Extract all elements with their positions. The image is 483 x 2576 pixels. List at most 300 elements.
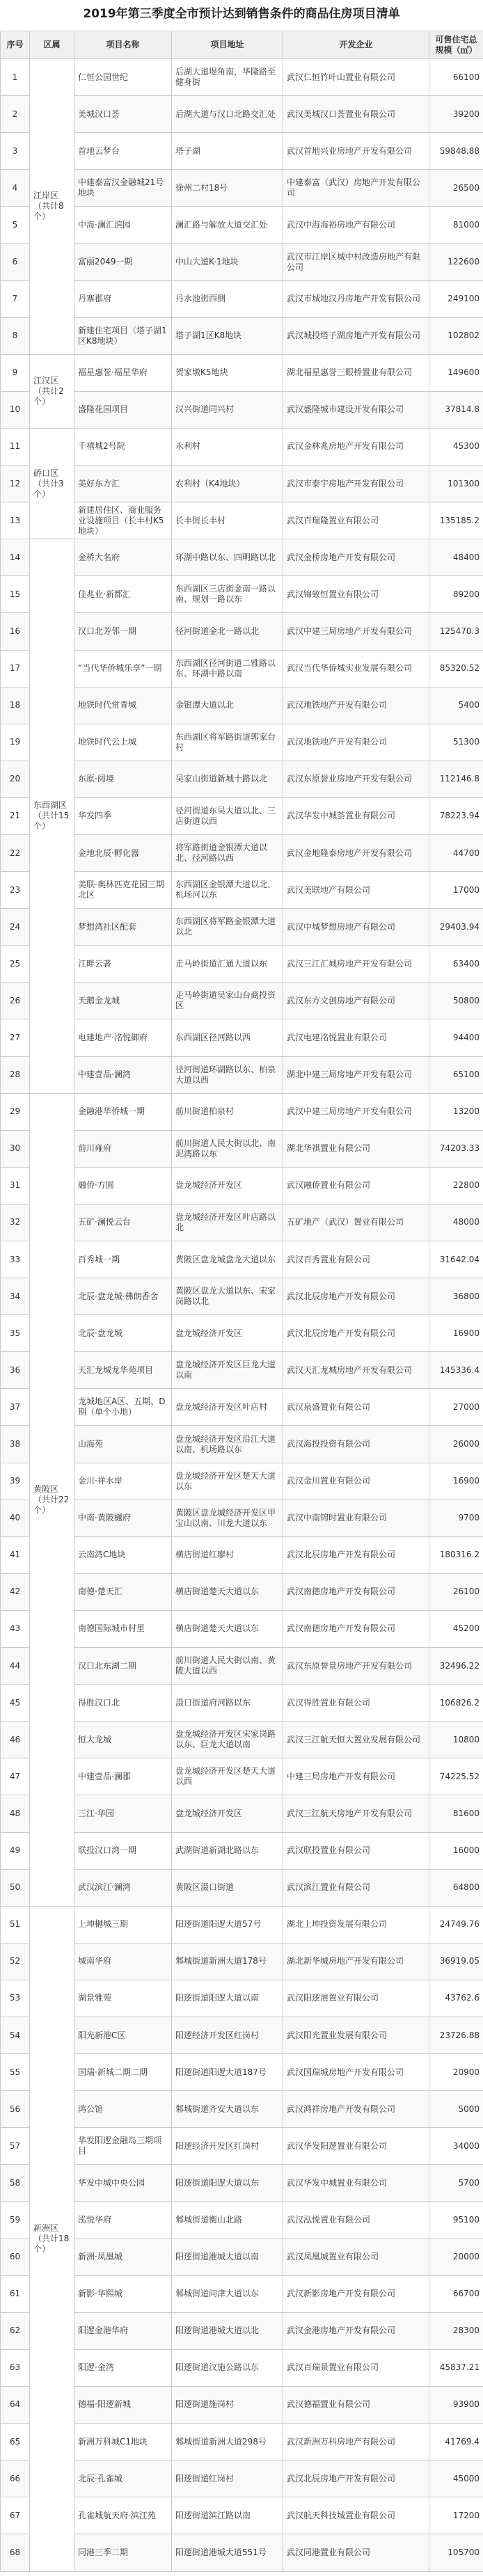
row-number: 9 — [1, 354, 30, 391]
project-name: 阳逻·金湾 — [74, 2349, 172, 2386]
developer-name: 武汉华发中城荟置业有限公司 — [283, 797, 429, 834]
saleable-area: 16900 — [429, 1315, 483, 1352]
saleable-area: 39200 — [429, 96, 483, 133]
developer-name: 武汉百瑞隆置业有限公司 — [283, 502, 429, 539]
row-number: 36 — [1, 1352, 30, 1389]
row-number: 6 — [1, 244, 30, 280]
header-district: 区属 — [30, 31, 74, 59]
row-number: 10 — [1, 391, 30, 428]
project-location: 黄陂区盘龙城经济开发区甲宝山以南、川龙大道以东 — [172, 1500, 283, 1536]
saleable-area: 37814.8 — [429, 391, 483, 428]
table-row — [1, 59, 483, 96]
row-number: 50 — [1, 1869, 30, 1906]
header-developer: 开发企业 — [283, 31, 429, 59]
row-number: 51 — [1, 1906, 30, 1943]
developer-name: 武汉新洲万科房地产有限公司 — [283, 2424, 429, 2460]
developer-name: 武汉市城地汉丹房地产开发有限公司 — [283, 280, 429, 317]
saleable-area: 17000 — [429, 872, 483, 909]
project-name: 联投汉口湾一期 — [74, 1832, 172, 1869]
saleable-area: 10800 — [429, 1722, 483, 1758]
row-number: 61 — [1, 2275, 30, 2312]
project-name: 南德国际城市村里 — [74, 1610, 172, 1647]
row-number: 43 — [1, 1610, 30, 1647]
saleable-area: 81000 — [429, 207, 483, 244]
header-location: 项目地址 — [172, 31, 283, 59]
saleable-area: 64800 — [429, 1869, 483, 1906]
project-location: 后湖大道与汉口北路交汇处 — [172, 96, 283, 133]
row-number: 25 — [1, 946, 30, 983]
saleable-area: 36800 — [429, 1278, 483, 1315]
developer-name: 武汉国瑞城房地产开发有限公司 — [283, 2054, 429, 2091]
row-number: 11 — [1, 428, 30, 465]
project-name: 金地北辰·孵化器 — [74, 834, 172, 871]
project-location: 塔子湖1区K8地块 — [172, 317, 283, 354]
developer-name: 武汉首地兴业房地产开发有限公司 — [283, 133, 429, 170]
project-location: 阳逻街道红岗村 — [172, 2460, 283, 2497]
district-cell: 江岸区（共计8个） — [30, 59, 74, 355]
project-location: 滠口街道府河路以东 — [172, 1685, 283, 1722]
saleable-area: 45837.21 — [429, 2349, 483, 2386]
project-location: 盘龙城经济开发区 — [172, 1795, 283, 1832]
project-location: 走马岭街道汇通大道以东 — [172, 946, 283, 983]
row-number: 18 — [1, 687, 30, 724]
saleable-area: 16000 — [429, 1832, 483, 1869]
saleable-area: 45000 — [429, 2460, 483, 2497]
row-number: 16 — [1, 613, 30, 650]
developer-name: 武汉东原誉景房地产开发有限公司 — [283, 1648, 429, 1685]
developer-name: 湖北上坤投资发展有限公司 — [283, 1906, 429, 1943]
row-number: 30 — [1, 1130, 30, 1167]
project-name: 东原·阅境 — [74, 761, 172, 797]
saleable-area: 48000 — [429, 1204, 483, 1241]
developer-name: 武汉联投置业有限公司 — [283, 1832, 429, 1869]
developer-name: 武汉三江航天恒大置业发展有限公司 — [283, 1722, 429, 1758]
row-number: 56 — [1, 2091, 30, 2128]
developer-name: 武汉中海海裕房地产有限公司 — [283, 207, 429, 244]
project-name: 地铁时代云上城 — [74, 724, 172, 761]
table-row — [1, 354, 483, 391]
developer-name: 武汉鸿祥房地产开发有限公司 — [283, 2091, 429, 2128]
saleable-area: 5400 — [429, 687, 483, 724]
row-number: 40 — [1, 1500, 30, 1536]
saleable-area: 5000 — [429, 2091, 483, 2128]
saleable-area: 125470.3 — [429, 613, 483, 650]
project-name: 天鹅金龙城 — [74, 983, 172, 1019]
saleable-area: 93900 — [429, 2386, 483, 2423]
project-name: 中建壹品·澜郡 — [74, 1758, 172, 1795]
project-name: 富丽2049一期 — [74, 244, 172, 280]
saleable-area: 13200 — [429, 1093, 483, 1130]
project-location: 阳逻经济开发区红岗村 — [172, 2017, 283, 2053]
row-number: 46 — [1, 1722, 30, 1758]
saleable-area: 43762.6 — [429, 1980, 483, 2017]
row-number: 28 — [1, 1056, 30, 1093]
project-name: 城南华府 — [74, 1943, 172, 1980]
project-name: 佳兆业·新都汇 — [74, 576, 172, 613]
saleable-area: 48400 — [429, 539, 483, 576]
project-location: 贺家墩K5地块 — [172, 354, 283, 391]
project-name: 同港三季二期 — [74, 2534, 172, 2572]
table-body — [1, 59, 483, 2572]
project-location: 前川街道人民大街以南、黄陂大道以西 — [172, 1648, 283, 1685]
row-number: 26 — [1, 983, 30, 1019]
row-number: 42 — [1, 1573, 30, 1610]
saleable-area: 74203.33 — [429, 1130, 483, 1167]
developer-name: 武汉锦致恒置业有限公司 — [283, 576, 429, 613]
row-number: 53 — [1, 1980, 30, 2017]
project-location: 邾城街道新洲大道298号 — [172, 2424, 283, 2460]
saleable-area: 16900 — [429, 1463, 483, 1500]
project-name: 中建泰富汉金融城21号地块 — [74, 170, 172, 207]
developer-name: 武汉中建三局房地产开发有限公司 — [283, 613, 429, 650]
project-name: 电建地产·洺悦御府 — [74, 1019, 172, 1056]
row-number: 1 — [1, 59, 30, 96]
table-header-row — [1, 31, 483, 59]
developer-name: 武汉泓悦置业有限公司 — [283, 2202, 429, 2239]
project-name: 千禧城2号院 — [74, 428, 172, 465]
row-number: 44 — [1, 1648, 30, 1685]
saleable-area: 45300 — [429, 428, 483, 465]
project-location: 盘龙城经济开发区楚天大道以东 — [172, 1463, 283, 1500]
project-location: 黄陂区盘龙城盘龙大道以东 — [172, 1241, 283, 1278]
project-location: 东西湖区径河街道二雅路以东、环湖中路以南 — [172, 650, 283, 687]
document-title: 2019年第三季度全市预计达到销售条件的商品住房项目清单 — [83, 7, 400, 21]
developer-name: 武汉市泰宇房地产开发有限公司 — [283, 466, 429, 502]
row-number: 2 — [1, 96, 30, 133]
project-name: 阳光新港C区 — [74, 2017, 172, 2053]
project-location: 邾城街道新洲大道178号 — [172, 1943, 283, 1980]
project-name: 北辰·孔雀城 — [74, 2460, 172, 2497]
district-cell: 硚口区（共计3个） — [30, 428, 74, 539]
row-number: 8 — [1, 317, 30, 354]
developer-name: 武汉同港置业有限公司 — [283, 2534, 429, 2572]
project-name: 美联·奥林匹克花园三期北区 — [74, 872, 172, 909]
developer-name: 武汉华发阳逻置业有限公司 — [283, 2128, 429, 2165]
project-location: 黄陂区盘龙大道以东、宋家岗路以北 — [172, 1278, 283, 1315]
developer-name: 武汉金港房地产开发有限公司 — [283, 2312, 429, 2349]
row-number: 62 — [1, 2312, 30, 2349]
developer-name: 武汉三江汇城房地产开发有限公司 — [283, 946, 429, 983]
row-number: 60 — [1, 2239, 30, 2275]
row-number: 64 — [1, 2386, 30, 2423]
project-name: 福星惠誉·福星华府 — [74, 354, 172, 391]
developer-name: 武汉华发中城置业有限公司 — [283, 2165, 429, 2202]
saleable-area: 9700 — [429, 1500, 483, 1536]
developer-name: 武汉地铁地产开发有限公司 — [283, 687, 429, 724]
project-location: 东西湖区金银潭大道以北、机场河以东 — [172, 872, 283, 909]
row-number: 31 — [1, 1167, 30, 1204]
project-location: 阳逻街道阳逻大道57号 — [172, 1906, 283, 1943]
project-name: 江畔云著 — [74, 946, 172, 983]
project-name: 北辰·盘龙城·佛朗香舍 — [74, 1278, 172, 1315]
row-number: 39 — [1, 1463, 30, 1500]
saleable-area: 34000 — [429, 2128, 483, 2165]
row-number: 54 — [1, 2017, 30, 2053]
project-location: 黄陂区滠口街道 — [172, 1869, 283, 1906]
saleable-area: 32496.22 — [429, 1648, 483, 1685]
project-name: 美好东方汇 — [74, 466, 172, 502]
saleable-area: 74225.52 — [429, 1758, 483, 1795]
project-location: 农利村（K4地块） — [172, 466, 283, 502]
project-name: 新建居住区、商业服务业设施项目（长丰村K5地块） — [74, 502, 172, 539]
project-name: 融侨·方圆 — [74, 1167, 172, 1204]
project-name: 国瑞·新城二期二期 — [74, 2054, 172, 2091]
project-location: 塔子湖 — [172, 133, 283, 170]
developer-name: 武汉航天科技城置业有限公司 — [283, 2497, 429, 2534]
row-number: 7 — [1, 280, 30, 317]
saleable-area: 22800 — [429, 1167, 483, 1204]
project-location: 邾城街道齐安大道以东 — [172, 2091, 283, 2128]
row-number: 47 — [1, 1758, 30, 1795]
district-cell: 江汉区（共计2个） — [30, 354, 74, 428]
project-location: 徐州二村18号 — [172, 170, 283, 207]
project-name: 恒大龙城 — [74, 1722, 172, 1758]
project-name: 五矿·澜悦云台 — [74, 1204, 172, 1241]
developer-name: 武汉北辰房地产开发有限公司 — [283, 2460, 429, 2497]
row-number: 29 — [1, 1093, 30, 1130]
project-location: 阳逻经济开发区红岗村 — [172, 2128, 283, 2165]
project-name: 武汉滨江·澜湾 — [74, 1869, 172, 1906]
developer-name: 武汉北辰房地产开发有限公司 — [283, 1278, 429, 1315]
row-number: 21 — [1, 797, 30, 834]
project-location: 盘龙城经济开发区沿江大道以南、机场路以东 — [172, 1426, 283, 1463]
row-number: 35 — [1, 1315, 30, 1352]
row-number: 55 — [1, 2054, 30, 2091]
project-location: 武湖街道新湖北路以东 — [172, 1832, 283, 1869]
project-name: 孔雀城航天府·滨江苑 — [74, 2497, 172, 2534]
row-number: 17 — [1, 650, 30, 687]
row-number: 52 — [1, 1943, 30, 1980]
saleable-area: 112146.8 — [429, 761, 483, 797]
row-number: 41 — [1, 1536, 30, 1573]
project-name: 仁恒公园世纪 — [74, 59, 172, 96]
developer-name: 湖北新华城房地产开发有限公司 — [283, 1943, 429, 1980]
saleable-area: 89200 — [429, 576, 483, 613]
project-name: 新影·华熙城 — [74, 2275, 172, 2312]
row-number: 4 — [1, 170, 30, 207]
project-location: 前川街道柏泉村 — [172, 1093, 283, 1130]
row-number: 27 — [1, 1019, 30, 1056]
project-name: 山海苑 — [74, 1426, 172, 1463]
saleable-area: 149600 — [429, 354, 483, 391]
saleable-area: 27000 — [429, 1389, 483, 1426]
project-name: 新洲·凤凰城 — [74, 2239, 172, 2275]
project-name: 南德·楚天汇 — [74, 1573, 172, 1610]
project-location: 阳逻街道港城大道551号 — [172, 2534, 283, 2572]
row-number: 67 — [1, 2497, 30, 2534]
project-name: 华发阳逻金融岛三期项目 — [74, 2128, 172, 2165]
developer-name: 武汉凤凰城置业有限公司 — [283, 2239, 429, 2275]
project-location: 中山大道K-1地块 — [172, 244, 283, 280]
saleable-area: 51300 — [429, 724, 483, 761]
project-location: 盘龙城经济开发区宋家岗路以东、巨龙大道以南 — [172, 1722, 283, 1758]
developer-name: 武汉三江航天房地产开发有限公司 — [283, 1795, 429, 1832]
developer-name: 武汉泉盛置业有限公司 — [283, 1389, 429, 1426]
saleable-area: 106826.2 — [429, 1685, 483, 1722]
developer-name: 武汉金林兆房地产开发有限公司 — [283, 428, 429, 465]
row-number: 5 — [1, 207, 30, 244]
developer-name: 武汉南德房地产开发有限公司 — [283, 1610, 429, 1647]
project-name: 龙城地区A区、五期、D期（单个小地） — [74, 1389, 172, 1426]
row-number: 37 — [1, 1389, 30, 1426]
project-location: 后湖大道堤角南，华隆路至健身街 — [172, 59, 283, 96]
project-location: 邾城街道问津大道以东 — [172, 2275, 283, 2312]
project-location: 东西湖区将军路街道郭家台村 — [172, 724, 283, 761]
developer-name: 武汉美城汉口荟置业有限公司 — [283, 96, 429, 133]
developer-name: 武汉得胜置业有限公司 — [283, 1685, 429, 1722]
district-cell: 东西湖区（共计15个） — [30, 539, 74, 1093]
developer-name: 武汉美联地产有限公司 — [283, 872, 429, 909]
saleable-area: 26000 — [429, 1426, 483, 1463]
saleable-area: 26500 — [429, 170, 483, 207]
developer-name: 武汉北辰房地产开发有限公司 — [283, 1536, 429, 1573]
project-name: 金桥大名府 — [74, 539, 172, 576]
row-number: 32 — [1, 1204, 30, 1241]
project-name: 上坤樾城三期 — [74, 1906, 172, 1943]
project-name: 美城汉口荟 — [74, 96, 172, 133]
saleable-area: 20000 — [429, 2239, 483, 2275]
saleable-area: 145336.4 — [429, 1352, 483, 1389]
row-number: 22 — [1, 834, 30, 871]
project-location: 横店街道红廖村 — [172, 1536, 283, 1573]
row-number: 49 — [1, 1832, 30, 1869]
project-location: 阳逻街道港城大道以南 — [172, 2239, 283, 2275]
saleable-area: 81600 — [429, 1795, 483, 1832]
project-location: 阳逻街道港城大道以北 — [172, 2312, 283, 2349]
project-location: 环湖中路以东、四明路以北 — [172, 539, 283, 576]
saleable-area: 59848.88 — [429, 133, 483, 170]
project-location: 盘龙城经济开发区叶店路以北 — [172, 1204, 283, 1241]
project-location: 阳逻街道汉施公路以东 — [172, 2349, 283, 2386]
project-name: 天汇龙城龙华苑项目 — [74, 1352, 172, 1389]
row-number: 34 — [1, 1278, 30, 1315]
table-row — [1, 539, 483, 576]
district-cell: 新洲区（共计18个） — [30, 1906, 74, 2571]
project-location: 盘龙城经济开发区楚天大道以西 — [172, 1758, 283, 1795]
developer-name: 五矿地产（武汉）置业有限公司 — [283, 1204, 429, 1241]
saleable-area: 78223.94 — [429, 797, 483, 834]
table-row — [1, 1093, 483, 1130]
project-name: 中海·澜汇滨园 — [74, 207, 172, 244]
project-location: 前川街道人民大街以北、南泥湾路以东 — [172, 1130, 283, 1167]
project-location: 阳逻街道阳逻大道187号 — [172, 2054, 283, 2091]
row-number: 14 — [1, 539, 30, 576]
project-name: 新建住宅项目（塔子湖1区K8地块） — [74, 317, 172, 354]
project-location: 阳逻街道施岗村 — [172, 2386, 283, 2423]
developer-name: 武汉中建三局房地产开发有限公司 — [283, 1093, 429, 1130]
project-location: 邾城街道衡山北路 — [172, 2202, 283, 2239]
project-location: 盘龙城经济开发区叶店村 — [172, 1389, 283, 1426]
row-number: 57 — [1, 2128, 30, 2165]
developer-name: 武汉新影房地产开发有限公司 — [283, 2275, 429, 2312]
developer-name: 武汉百秀置业有限公司 — [283, 1241, 429, 1278]
project-location: 横店街道楚天大道以东 — [172, 1610, 283, 1647]
developer-name: 武汉金地隆泰房地产开发有限公司 — [283, 834, 429, 871]
row-number: 33 — [1, 1241, 30, 1278]
project-name: 鸿公馆 — [74, 2091, 172, 2128]
saleable-area: 63400 — [429, 946, 483, 983]
saleable-area: 23726.88 — [429, 2017, 483, 2053]
saleable-area: 36919.05 — [429, 1943, 483, 1980]
project-name: 德福·阳逻新城 — [74, 2386, 172, 2423]
row-number: 12 — [1, 466, 30, 502]
developer-name: 武汉金桥房地产开发有限公司 — [283, 539, 429, 576]
project-name: 新洲万科城C1地块 — [74, 2424, 172, 2460]
project-location: 将军路街道金银潭大道以北、径河路以西 — [172, 834, 283, 871]
developer-name: 武汉南德房地产开发有限公司 — [283, 1573, 429, 1610]
project-location: 金银潭大道以北 — [172, 687, 283, 724]
row-number: 38 — [1, 1426, 30, 1463]
project-location: 东西湖区三店街金南一路以南、规划一路以东 — [172, 576, 283, 613]
row-number: 65 — [1, 2424, 30, 2460]
developer-name: 武汉市江岸区城中村改造房地产有限公司 — [283, 244, 429, 280]
row-number: 66 — [1, 2460, 30, 2497]
project-location: 东西湖区径河路以西 — [172, 1019, 283, 1056]
developer-name: 武汉天汇龙城房地产开发有限公司 — [283, 1352, 429, 1389]
project-name: 北辰·盘龙城 — [74, 1315, 172, 1352]
project-name: 中南·黄陂樾府 — [74, 1500, 172, 1536]
project-name: 梦想湾社区配套 — [74, 909, 172, 946]
project-name: 三江·华园 — [74, 1795, 172, 1832]
row-number: 13 — [1, 502, 30, 539]
project-name: 百秀城一期 — [74, 1241, 172, 1278]
project-name: 地铁时代常青城 — [74, 687, 172, 724]
project-location: 盘龙城经济开发区 — [172, 1315, 283, 1352]
project-name: 汉口北东湖二期 — [74, 1648, 172, 1685]
developer-name: 武汉中城梦想房地产有限公司 — [283, 909, 429, 946]
project-location: 澜汇路与解放大道交汇处 — [172, 207, 283, 244]
saleable-area: 45200 — [429, 1610, 483, 1647]
saleable-area: 102802 — [429, 317, 483, 354]
saleable-area: 17200 — [429, 2497, 483, 2534]
project-location: 径河街道金北一路以北 — [172, 613, 283, 650]
project-name: 云南湾C地块 — [74, 1536, 172, 1573]
row-number: 24 — [1, 909, 30, 946]
saleable-area: 26100 — [429, 1573, 483, 1610]
project-name: “当代华侨城乐享”一期 — [74, 650, 172, 687]
saleable-area: 5700 — [429, 2165, 483, 2202]
project-name: 华发中城中央公园 — [74, 2165, 172, 2202]
project-name: 前川雍府 — [74, 1130, 172, 1167]
project-location: 长丰街长丰村 — [172, 502, 283, 539]
project-location: 阳逻街道滨江路以南 — [172, 2497, 283, 2534]
project-name: 盛隆花园项目 — [74, 391, 172, 428]
row-number: 15 — [1, 576, 30, 613]
saleable-area: 66100 — [429, 59, 483, 96]
project-location: 走马岭街道吴家山台商投资区 — [172, 983, 283, 1019]
saleable-area: 122600 — [429, 244, 483, 280]
saleable-area: 44700 — [429, 834, 483, 871]
saleable-area: 28300 — [429, 2312, 483, 2349]
developer-name: 武汉阳逻港置业有限公司 — [283, 1980, 429, 2017]
project-name: 华发四季 — [74, 797, 172, 834]
project-location: 永利村 — [172, 428, 283, 465]
header-area: 可售住宅总规模（㎡） — [429, 31, 483, 59]
saleable-area: 249100 — [429, 280, 483, 317]
developer-name: 武汉滨江置业有限公司 — [283, 1869, 429, 1906]
project-name: 泓悦华府 — [74, 2202, 172, 2239]
developer-name: 武汉城投塔子湖房地产开发有限公司 — [283, 317, 429, 354]
project-name: 金川·祥水岸 — [74, 1463, 172, 1500]
row-number: 45 — [1, 1685, 30, 1722]
saleable-area: 135185.2 — [429, 502, 483, 539]
developer-name: 武汉北辰房地产开发有限公司 — [283, 1315, 429, 1352]
developer-name: 武汉东方文创房地产有限公司 — [283, 983, 429, 1019]
project-location: 吴家山街道新城十路以北 — [172, 761, 283, 797]
row-number: 68 — [1, 2534, 30, 2572]
developer-name: 中建泰富（武汉）房地产开发有限公司 — [283, 170, 429, 207]
saleable-area: 180316.2 — [429, 1536, 483, 1573]
